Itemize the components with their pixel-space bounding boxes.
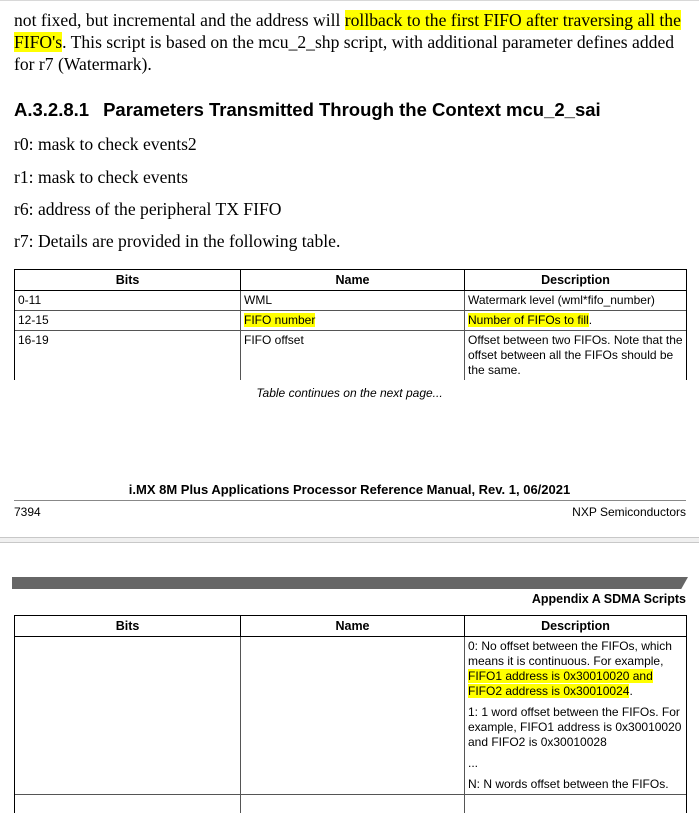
cell-description — [465, 311, 687, 331]
table-row — [15, 331, 687, 381]
header-name: Name — [241, 270, 465, 291]
description-option-n: N: N words offset between the FIFOs. — [468, 777, 683, 792]
cell-description — [465, 637, 687, 795]
footer-divider — [14, 500, 686, 501]
param-r1: r1: mask to check events — [14, 167, 188, 188]
header-name: Name — [241, 616, 465, 637]
cell-name — [241, 795, 465, 813]
param-r7: r7: Details are provided in the following table. — [14, 231, 340, 252]
table-row — [15, 311, 687, 331]
intro-paragraph — [14, 9, 694, 75]
table-header-row — [15, 270, 687, 291]
intro-text-2: . This script is based on the mcu_2_shp script, with additional parameter defines added for r7 (Watermark). — [14, 32, 674, 74]
section-heading — [14, 99, 601, 121]
page-number: 7394 — [14, 505, 41, 519]
page-top-edge — [0, 0, 699, 1]
company-name: NXP Semiconductors — [572, 505, 686, 519]
header-bits: Bits — [15, 270, 241, 291]
description-ellipsis: ... — [468, 756, 683, 771]
param-r6: r6: address of the peripheral TX FIFO — [14, 199, 281, 220]
name-highlight[interactable]: FIFO number — [244, 313, 315, 327]
footer-manual-title: i.MX 8M Plus Applications Processor Reference Manual, Rev. 1, 06/2021 — [0, 482, 699, 497]
table-row — [15, 637, 687, 795]
cell-description: Watermark level (wml*fifo_number) — [465, 291, 687, 311]
cell-name: FIFO offset — [241, 331, 465, 381]
appendix-title: Appendix A SDMA Scripts — [532, 592, 686, 606]
option-0-text: 0: No offset between the FIFOs, which means it is continuous. For example, — [468, 639, 672, 668]
param-r0: r0: mask to check events2 — [14, 134, 197, 155]
section-title: Parameters Transmitted Through the Context mcu_2_sai — [103, 99, 601, 120]
cell-name — [241, 311, 465, 331]
intro-text-1: not fixed, but incremental and the address will — [14, 10, 345, 30]
cell-name — [241, 637, 465, 795]
intro-highlight[interactable]: rollback to the first FIFO after traversing all the FIFO's — [14, 10, 681, 52]
header-description: Description — [465, 616, 687, 637]
option-0-suffix: . — [629, 684, 632, 698]
r7-bits-table — [14, 269, 687, 380]
header-description: Description — [465, 270, 687, 291]
header-bits: Bits — [15, 616, 241, 637]
cell-description: Offset between two FIFOs. Note that the offset between all the FIFOs should be the same. — [465, 331, 687, 381]
description-option-1: 1: 1 word offset between the FIFOs. For example, FIFO1 address is 0x30010020 and FIFO2 is 0x30010028 — [468, 705, 683, 750]
table-header-row — [15, 616, 687, 637]
cell-bits: 12-15 — [15, 311, 241, 331]
table-continuation-note: Table continues on the next page... — [0, 386, 699, 400]
cell-bits — [15, 795, 241, 813]
cell-bits: 16-19 — [15, 331, 241, 381]
cell-description — [465, 795, 687, 813]
cell-bits — [15, 637, 241, 795]
table-row-partial — [15, 795, 687, 813]
table-row — [15, 291, 687, 311]
cell-name: WML — [241, 291, 465, 311]
r7-bits-table-continued — [14, 615, 687, 813]
page-separator — [0, 537, 699, 543]
description-suffix: . — [589, 313, 592, 327]
description-option-0 — [468, 639, 683, 699]
description-highlight[interactable]: Number of FIFOs to fill — [468, 313, 589, 327]
page-header-bar — [12, 577, 688, 589]
cell-bits: 0-11 — [15, 291, 241, 311]
section-number: A.3.2.8.1 — [14, 99, 89, 120]
option-0-highlight[interactable]: FIFO1 address is 0x30010020 and FIFO2 address is 0x30010024 — [468, 669, 653, 698]
